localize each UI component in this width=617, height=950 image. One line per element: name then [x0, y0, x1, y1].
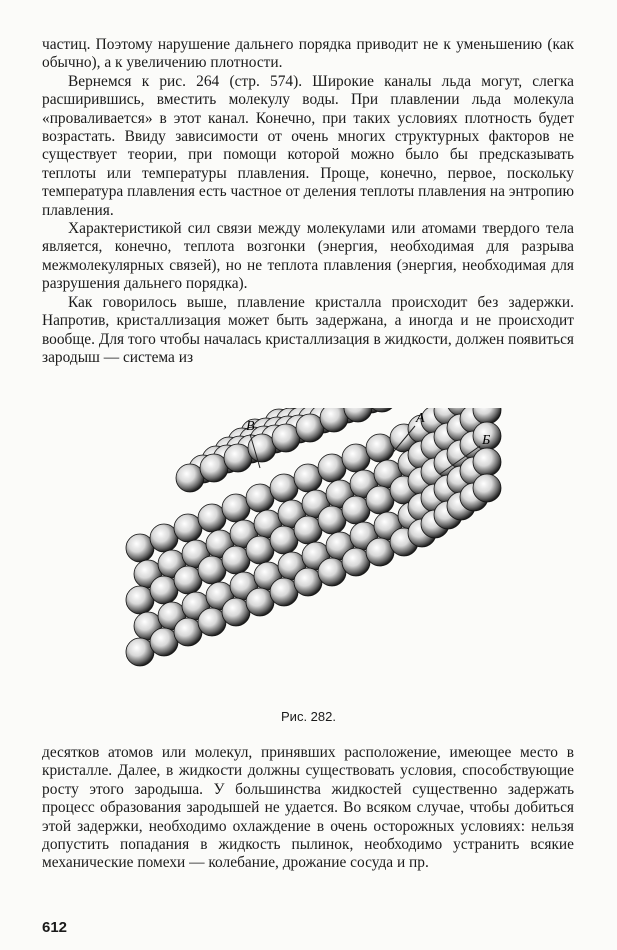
crystal-nucleus-figure [100, 408, 520, 698]
sphere [473, 474, 501, 502]
sphere [320, 408, 348, 432]
text-top [42, 36, 574, 367]
label-b: Б [482, 433, 491, 448]
sphere [473, 448, 501, 476]
paragraph-2: Вернемся к рис. 264 (стр. 574). Широкие каналы льда могут, слегка расширившись, вместить молекулу воды. При плавлении льда молекула «проваливается» в этот канал. Конечно, при таких условиях плотность будет возрастать. Ввиду зависимости от очень многих структурных факторов не существует теории, при помощи которой можно было бы предсказывать теплоты или температуры плавления. Проще, конечно, первое, поскольку температура плавления есть частное от деления теплоты плавления на энтропию плавления. [42, 72, 574, 219]
label-v: В [246, 419, 255, 434]
sphere-packing-illustration [100, 408, 520, 698]
paragraph-1: частиц. Поэтому нарушение дальнего порядка приводит не к уменьшению (как обычно), а к увеличению плотности. [42, 36, 574, 72]
text-bottom [42, 744, 574, 873]
paragraph-3: Характеристикой сил связи между молекулами или атомами твердого тела является, конечно, теплота возгонки (энергия, необходимая для разрыва межмолекулярных связей), но не теплота плавления (энергия, необходимая для разрушения дальнего порядка). [42, 220, 574, 293]
paragraph-4: Как говорилось выше, плавление кристалла происходит без задержки. Напротив, кристаллизация может быть задержана, а иногда и не происходит вообще. Для того чтобы началась кристаллизация в жидкости, должен появиться зародыш — система из [42, 293, 574, 366]
paragraph-5: десятков атомов или молекул, принявших расположение, имеющее место в кристалле. Далее, в жидкости должны существовать условия, способствующие росту этого зародыша. У большинства жидкостей существенно задержать процесс образования зародышей не удается. Во всяком случае, чтобы добиться этой задержки, необходимо охлаждение в очень осторожных условиях: нельзя допустить попадания в жидкость пылинок, необходимо устранить всякие механические помехи — колебание, дрожание сосуда и пр. [42, 744, 574, 872]
figure-caption: Рис. 282. [281, 709, 336, 724]
label-a: А [416, 411, 425, 426]
page-number: 612 [42, 919, 68, 936]
